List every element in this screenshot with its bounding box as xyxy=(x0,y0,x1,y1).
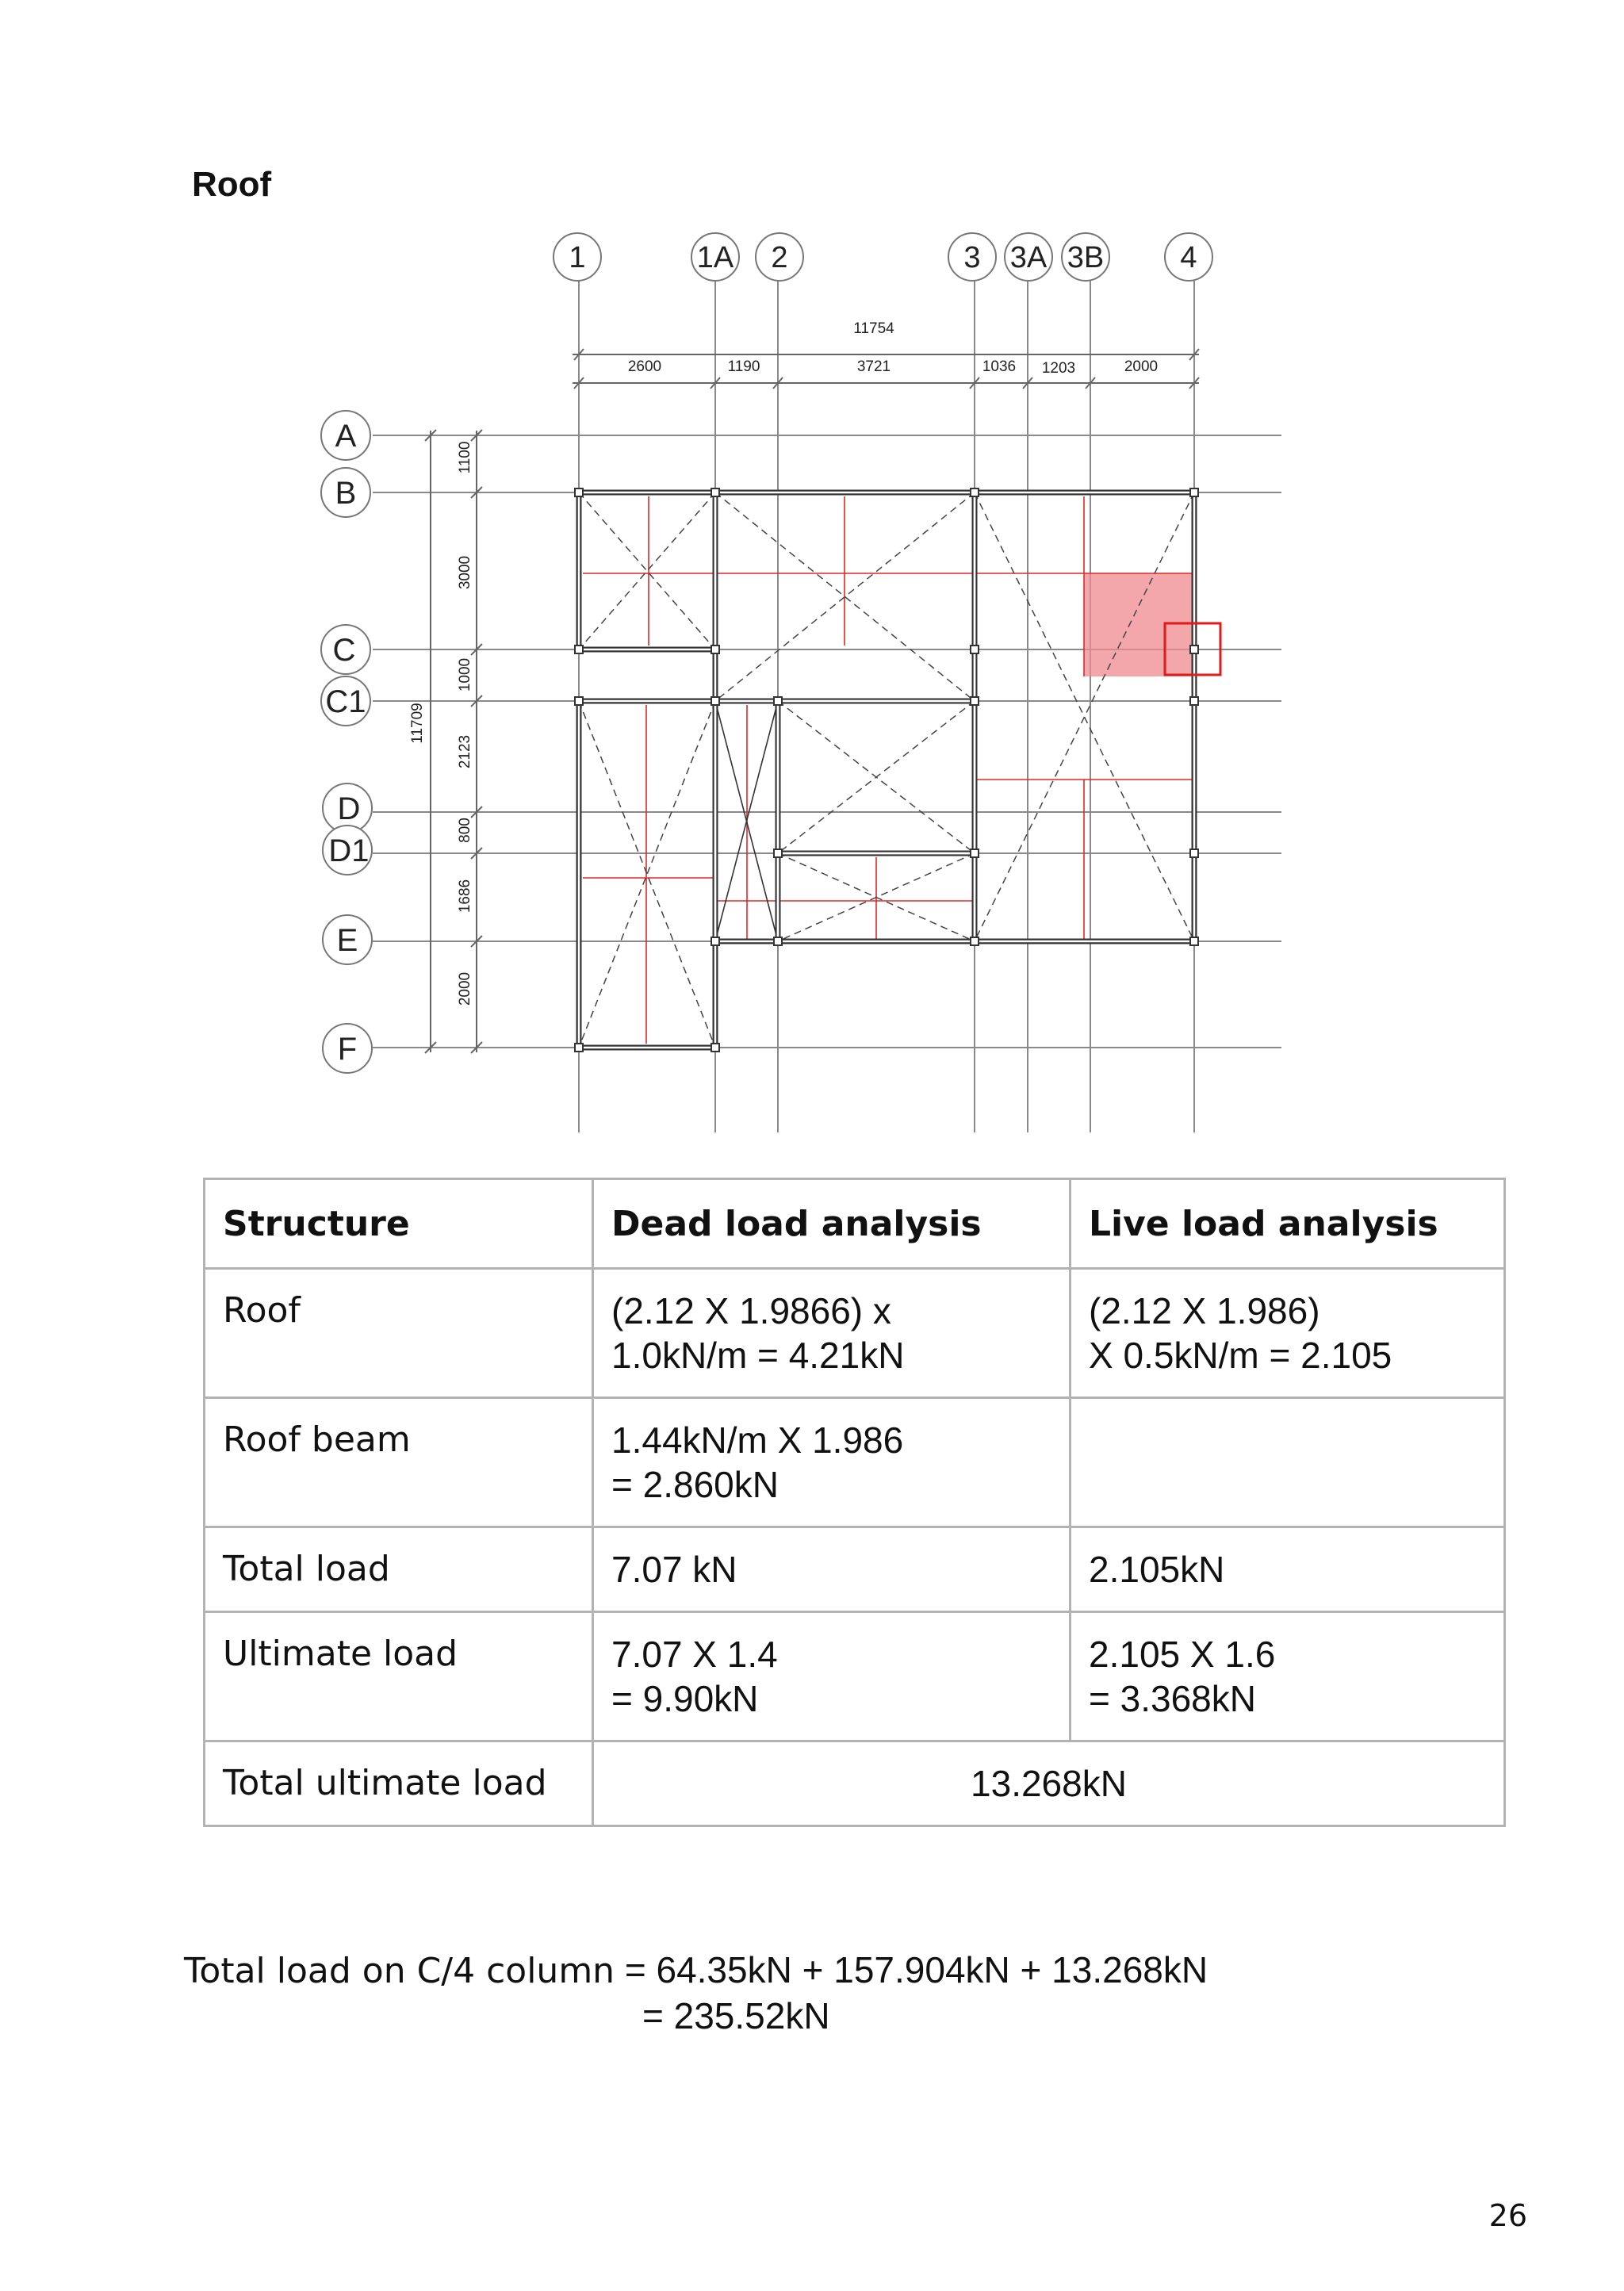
total-load-statement xyxy=(184,1947,1208,2036)
cell-live-load: 2.105kN xyxy=(1071,1527,1505,1612)
cell-dead-load: 1.44kN/m X 1.986 = 2.860kN xyxy=(593,1398,1071,1527)
cell-structure: Total load xyxy=(205,1527,593,1612)
col-dim: 1036 xyxy=(982,358,1017,375)
col-dim: 3721 xyxy=(856,358,891,375)
col-label: 3B xyxy=(1067,241,1105,274)
row-dim: 1686 xyxy=(457,879,473,914)
cell-total-ultimate-load: 13.268kN xyxy=(593,1741,1505,1826)
col-dim: 1203 xyxy=(1041,360,1076,377)
total-load-label: Total load on C/4 column xyxy=(184,1951,615,1991)
col-label: 2 xyxy=(771,241,788,274)
tributary-area-highlight xyxy=(1084,573,1194,676)
row-label: D1 xyxy=(328,833,370,868)
total-load-result: = 235.52kN xyxy=(642,1995,830,2036)
col-label: 3 xyxy=(963,241,981,274)
row-label: A xyxy=(335,419,357,454)
cell-dead-load: 7.07 X 1.4 = 9.90kN xyxy=(593,1612,1071,1741)
header-structure: Structure xyxy=(205,1179,593,1269)
row-label: C1 xyxy=(325,684,366,719)
table-row xyxy=(205,1527,1505,1612)
header-live-load: Live load analysis xyxy=(1071,1179,1505,1269)
table-total-row xyxy=(205,1741,1505,1826)
col-label: 1 xyxy=(569,241,586,274)
col-dim: 1190 xyxy=(727,358,760,375)
col-label: 1A xyxy=(696,241,734,274)
cell-dead-load: (2.12 X 1.9866) x 1.0kN/m = 4.21kN xyxy=(593,1269,1071,1398)
load-analysis-table xyxy=(203,1178,1506,1827)
table-row xyxy=(205,1269,1505,1398)
cell-structure: Roof xyxy=(205,1269,593,1398)
header-dead-load: Dead load analysis xyxy=(593,1179,1071,1269)
grid-lines xyxy=(373,279,1281,1132)
row-label: F xyxy=(337,1032,358,1067)
overall-width-dim: 11754 xyxy=(853,320,894,337)
col-dim: 2600 xyxy=(627,358,662,375)
row-dim: 1100 xyxy=(457,441,473,474)
row-dim: 1000 xyxy=(457,657,473,692)
cell-structure: Roof beam xyxy=(205,1398,593,1527)
overall-height-dim: 11709 xyxy=(409,703,426,744)
cell-structure: Ultimate load xyxy=(205,1612,593,1741)
row-dim: 3000 xyxy=(457,555,473,590)
row-label: C xyxy=(332,633,356,668)
cell-live-load xyxy=(1071,1398,1505,1527)
cell-structure: Total ultimate load xyxy=(205,1741,593,1826)
row-dim: 2123 xyxy=(457,734,473,769)
cell-live-load: 2.105 X 1.6 = 3.368kN xyxy=(1071,1612,1505,1741)
col-bubbles xyxy=(553,233,1212,281)
table-header-row xyxy=(205,1179,1505,1269)
row-dim: 800 xyxy=(457,818,473,843)
table-row xyxy=(205,1398,1505,1527)
cell-live-load: (2.12 X 1.986) X 0.5kN/m = 2.105 xyxy=(1071,1269,1505,1398)
cell-dead-load: 7.07 kN xyxy=(593,1527,1071,1612)
col-label: 4 xyxy=(1180,241,1197,274)
total-load-sum: = 64.35kN + 157.904kN + 13.268kN xyxy=(615,1949,1208,1990)
row-label: D xyxy=(337,791,361,826)
row-dim: 2000 xyxy=(457,971,473,1006)
table-row xyxy=(205,1612,1505,1741)
row-label: B xyxy=(335,476,357,511)
row-label: E xyxy=(336,923,358,958)
page-number: 26 xyxy=(1488,2198,1527,2233)
section-title: Roof xyxy=(192,165,272,204)
col-label: 3A xyxy=(1009,241,1048,274)
col-dim: 2000 xyxy=(1124,358,1159,375)
